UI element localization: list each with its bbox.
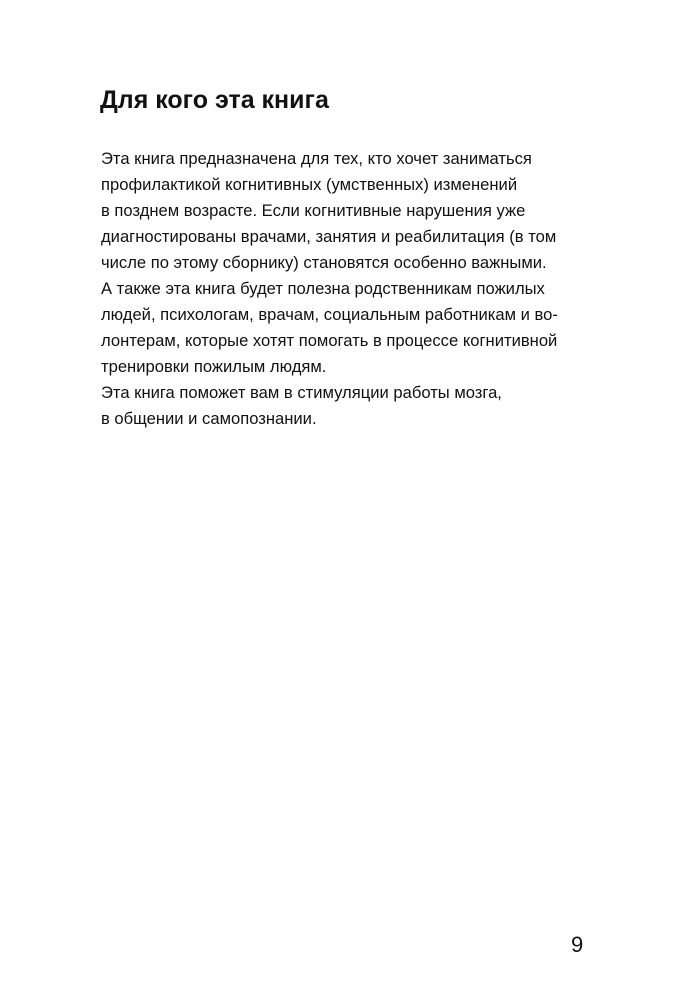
body-line-4: диагностированы врачами, занятия и реабилитация (в том (101, 227, 557, 246)
body-line-1: Эта книга предназначена для тех, кто хочет заниматься (101, 149, 532, 168)
body-line-3: в позднем возрасте. Если когнитивные нарушения уже (101, 201, 526, 220)
body-text (101, 146, 601, 432)
body-line-5: числе по этому сборнику) становятся особенно важными. (101, 253, 547, 272)
body-line-2: профилактикой когнитивных (умственных) изменений (101, 175, 518, 194)
body-line-8: лонтерам, которые хотят помогать в процессе когнитивной (101, 331, 558, 350)
body-line-7: людей, психологам, врачам, социальным работникам и во- (101, 305, 558, 324)
page-number: 9 (571, 932, 584, 957)
body-line-9: тренировки пожилым людям. (101, 357, 327, 376)
body-line-10: Эта книга поможет вам в стимуляции работы мозга, (101, 383, 502, 402)
page-title: Для кого эта книга (100, 86, 329, 114)
body-line-11: в общении и самопознании. (101, 409, 317, 428)
body-line-6: А также эта книга будет полезна родственникам пожилых (101, 279, 545, 298)
